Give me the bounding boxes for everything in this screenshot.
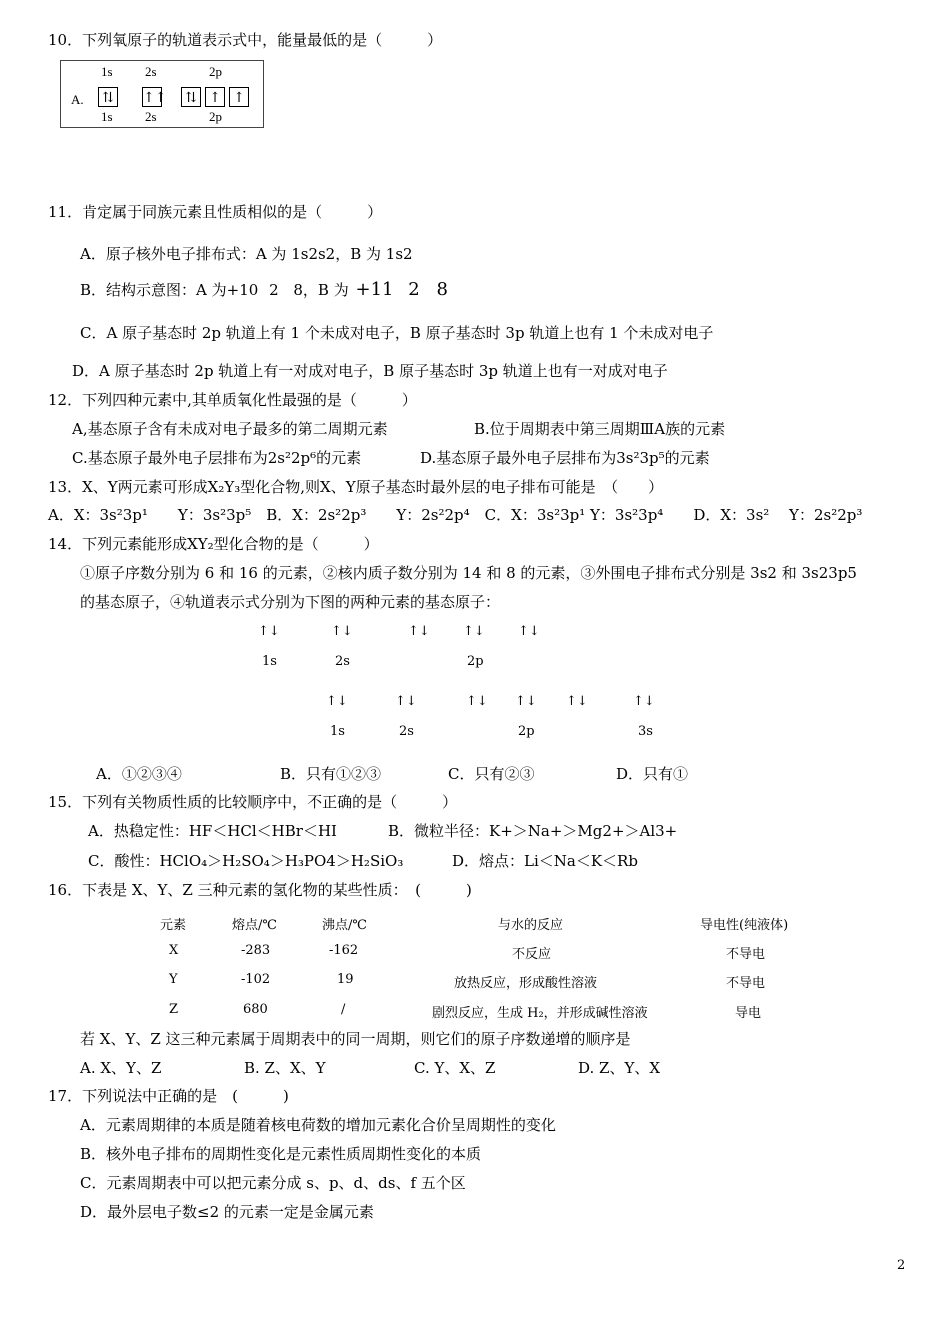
q11-option-d: D．A 原子基态时 2p 轨道上有一对成对电子，B 原子基态时 3p 轨道上也有一对成对电子: [72, 362, 668, 380]
q14-option-a: A．①②③④: [96, 765, 182, 783]
q14-option-c: C．只有②③: [448, 765, 535, 783]
q15-option-c: C．酸性：HClO₄＞H₂SO₄＞H₃PO4＞H₂SiO₃: [88, 852, 404, 870]
q16-row-y-conduct: 不导电: [726, 976, 766, 991]
q14-r1-arrow-5: ↑↓: [518, 624, 540, 639]
q10-orbital-figure: [60, 60, 264, 128]
q14-line2: 的基态原子，④轨道表示式分别为下图的两种元素的基态原子：: [80, 593, 501, 611]
q16-option-c: C. Y、X、Z: [414, 1059, 496, 1077]
q10-label-2s-top: 2s: [145, 64, 157, 79]
q11-option-b-shell4: 8: [436, 279, 448, 300]
q12-option-d: D.基态原子最外电子层排布为3s²3p⁵的元素: [420, 449, 710, 467]
q11-option-b-shell3: 2: [408, 279, 420, 300]
q10-cell-2s: ↑↑: [142, 87, 162, 107]
q14-r2-arrow-6: ↑↓: [633, 694, 655, 709]
q16-header-bp: 沸点/℃: [322, 918, 367, 933]
q14-r1-label-1s: 1s: [262, 654, 277, 669]
q16-stem: 16．下表是 X、Y、Z 三种元素的氢化物的某些性质： ( ): [48, 881, 472, 899]
q16-row-z-element: Z: [169, 1002, 179, 1017]
q14-r1-label-2p: 2p: [467, 654, 484, 669]
q10-label-2p-bottom: 2p: [209, 109, 222, 124]
q10-label-2p-top: 2p: [209, 64, 222, 79]
q10-stem: 10．下列氧原子的轨道表示式中，能量最低的是（ ）: [48, 31, 443, 49]
q15-option-a: A．热稳定性：HF＜HCl＜HBr＜HI: [88, 822, 337, 840]
q11-option-b-shell1: 2: [269, 281, 279, 299]
page-number: 2: [897, 1258, 906, 1273]
q17-option-b: B．核外电子排布的周期性变化是元素性质周期性变化的本质: [80, 1145, 482, 1163]
q12-option-a: A,基态原子含有未成对电子最多的第二周期元素: [72, 420, 388, 438]
q14-r2-label-2p: 2p: [518, 724, 535, 739]
q10-label-2s-bottom: 2s: [145, 109, 157, 124]
q10-cell-2p-3: ↑: [229, 87, 249, 107]
q10-label-1s-top: 1s: [101, 64, 113, 79]
q14-r1-arrow-3: ↑↓: [408, 624, 430, 639]
q14-option-b: B．只有①②③: [280, 765, 382, 783]
q17-option-a: A．元素周期律的本质是随着核电荷数的增加元素化合价呈周期性的变化: [80, 1116, 556, 1134]
q11-option-b: [80, 280, 448, 300]
q14-r2-arrow-2: ↑↓: [395, 694, 417, 709]
q11-stem: 11．肯定属于同族元素且性质相似的是（ ）: [48, 203, 383, 221]
q14-r1-arrow-4: ↑↓: [463, 624, 485, 639]
q12-option-c: C.基态原子最外电子层排布为2s²2p⁶的元素: [72, 449, 362, 467]
q11-option-a: A．原子核外电子排布式：A 为 1s2s2，B 为 1s2: [80, 245, 413, 263]
q10-cell-2p-1: ⇅: [181, 87, 201, 107]
q16-header-element: 元素: [160, 918, 187, 933]
q14-r2-label-2s: 2s: [399, 724, 414, 739]
q16-row-z-conduct: 导电: [735, 1006, 762, 1021]
q11-option-c: C．A 原子基态时 2p 轨道上有 1 个未成对电子，B 原子基态时 3p 轨道上也有 1 个未成对电子: [80, 324, 714, 342]
q14-option-d: D．只有①: [616, 765, 689, 783]
q17-stem: 17．下列说法中正确的是 ( ): [48, 1087, 289, 1105]
q16-question: 若 X、Y、Z 这三种元素属于周期表中的同一周期，则它们的原子序数递增的顺序是: [80, 1030, 631, 1048]
q16-header-mp: 熔点/℃: [232, 918, 277, 933]
q16-row-x-water: 不反应: [512, 947, 552, 962]
q16-row-x-mp: -283: [241, 943, 271, 958]
q16-option-b: B. Z、X、Y: [244, 1059, 326, 1077]
q14-r2-label-1s: 1s: [330, 724, 345, 739]
q16-row-y-water: 放热反应，形成酸性溶液: [454, 976, 598, 991]
q14-r2-arrow-5: ↑↓: [566, 694, 588, 709]
q16-option-a: A. X、Y、Z: [80, 1059, 162, 1077]
q16-row-x-bp: -162: [329, 943, 359, 958]
q14-r2-arrow-4: ↑↓: [515, 694, 537, 709]
q14-r1-arrow-1: ↑↓: [258, 624, 280, 639]
q14-r1-label-2s: 2s: [335, 654, 350, 669]
q16-header-water: 与水的反应: [498, 918, 564, 933]
q10-label-1s-bottom: 1s: [101, 109, 113, 124]
q13-options: A．X：3s²3p¹ Y：3s²3p⁵ B．X：2s²2p³ Y：2s²2p⁴ C．X：3s²3p¹ Y：3s²3p⁴ D．X：3s² Y：2s²2p³: [48, 506, 863, 524]
q16-header-conduct: 导电性(纯液体): [700, 918, 789, 933]
q14-r2-arrow-1: ↑↓: [326, 694, 348, 709]
q10-option-a: A.: [71, 92, 84, 107]
q16-row-z-bp: /: [341, 1002, 346, 1017]
q13-stem: 13．X、Y两元素可形成X₂Y₃型化合物,则X、Y原子基态时最外层的电子排布可能是 （ ）: [48, 478, 664, 496]
q16-row-y-mp: -102: [241, 972, 271, 987]
q11-option-b-shell2: 8，B 为: [293, 281, 349, 299]
q10-cell-1s: ⇅: [98, 87, 118, 107]
q14-r2-arrow-3: ↑↓: [466, 694, 488, 709]
q16-row-x-conduct: 不导电: [726, 947, 766, 962]
q15-option-b: B．微粒半径：K+＞Na+＞Mg2+＞Al3+: [388, 822, 678, 840]
q15-option-d: D．熔点：Li＜Na＜K＜Rb: [452, 852, 638, 870]
q15-stem: 15．下列有关物质性质的比较顺序中，不正确的是（ ）: [48, 793, 458, 811]
q14-r1-arrow-2: ↑↓: [331, 624, 353, 639]
q16-row-z-mp: 680: [243, 1002, 268, 1017]
q12-option-b: B.位于周期表中第三周期ⅢA族的元素: [474, 420, 726, 438]
q14-stem: 14．下列元素能形成XY₂型化合物的是（ ）: [48, 535, 379, 553]
q14-r2-label-3s: 3s: [638, 724, 653, 739]
q16-row-x-element: X: [169, 943, 179, 958]
q16-row-y-element: Y: [169, 972, 178, 987]
q16-row-z-water: 剧烈反应，生成 H₂，并形成碱性溶液: [432, 1006, 648, 1021]
q17-option-c: C．元素周期表中可以把元素分成 s、p、d、ds、f 五个区: [80, 1174, 466, 1192]
q11-option-b-nucleus: +11: [355, 279, 394, 300]
q14-line1: ①原子序数分别为 6 和 16 的元素，②核内质子数分别为 14 和 8 的元素，③外围电子排布式分别是 3s2 和 3s23p5: [80, 564, 857, 582]
q16-option-d: D. Z、Y、X: [578, 1059, 661, 1077]
q16-row-y-bp: 19: [337, 972, 354, 987]
q10-cell-2p-2: ↑: [205, 87, 225, 107]
q12-stem: 12．下列四种元素中,其单质氧化性最强的是（ ）: [48, 391, 417, 409]
q17-option-d: D．最外层电子数≤2 的元素一定是金属元素: [80, 1203, 374, 1221]
q11-option-b-text: B．结构示意图：A 为+10: [80, 281, 259, 299]
